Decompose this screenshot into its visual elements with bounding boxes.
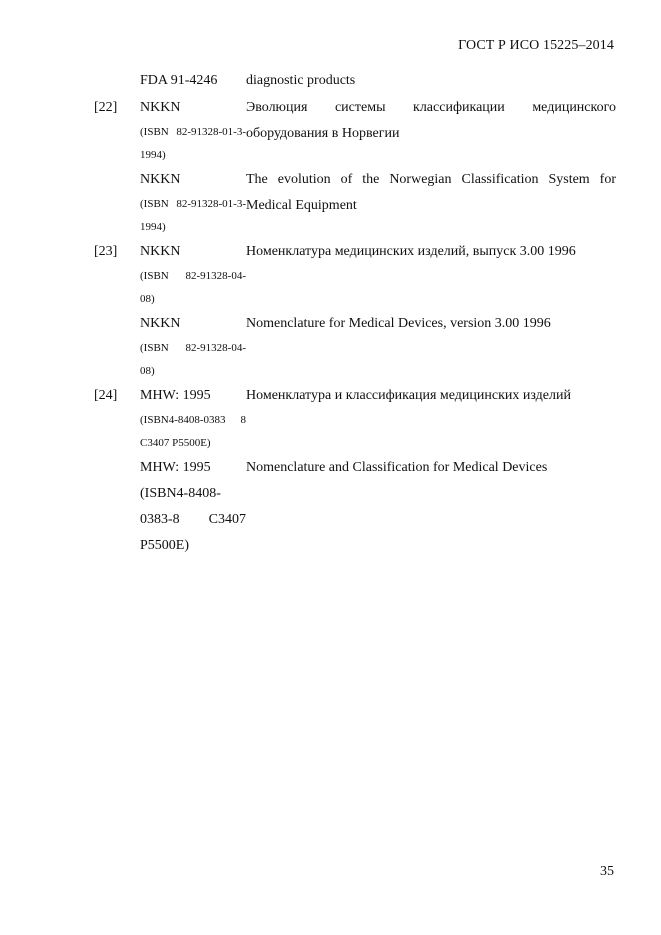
reference-id — [140, 95, 246, 167]
reference-id-text: NKKN — [140, 243, 181, 259]
reference-id-text: FDA 91-4246 — [140, 73, 218, 88]
reference-24-en — [94, 455, 616, 559]
reference-number: [23] — [94, 243, 118, 259]
reference-id-text: MHW: 1995 — [140, 387, 211, 403]
reference-title: Эволюция системы классификации медицинского оборудования в Норвегии — [246, 99, 616, 141]
reference-22-ru — [94, 95, 616, 167]
reference-isbn: (ISBN 82-91328-01-3-1994) — [140, 197, 246, 233]
reference-continued — [94, 68, 616, 95]
reference-number: [22] — [94, 99, 118, 115]
reference-isbn: (ISBN 82-91328-01-3-1994) — [140, 125, 246, 161]
reference-isbn: (ISBN4-8408-0383 8 C3407 P5500E) — [140, 413, 246, 449]
reference-23-ru — [94, 239, 616, 311]
reference-title: diagnostic products — [246, 73, 356, 88]
reference-id — [140, 68, 246, 94]
reference-id-text: NKKN — [140, 171, 181, 187]
page-number: 35 — [600, 864, 614, 879]
reference-title: Nomenclature for Medical Devices, version 3.00 1996 — [246, 315, 551, 331]
reference-title: Nomenclature and Classification for Medical Devices — [246, 459, 548, 475]
reference-isbn: (ISBN 82-91328-04-08) — [140, 341, 246, 377]
reference-id-text: NKKN — [140, 99, 181, 115]
reference-id-text: NKKN — [140, 315, 181, 331]
reference-title: Номенклатура медицинских изделий, выпуск 3.00 1996 — [246, 243, 576, 259]
reference-id-text: MHW: 1995 — [140, 459, 211, 475]
reference-id — [140, 167, 246, 239]
reference-id — [140, 383, 246, 455]
reference-id — [140, 311, 246, 383]
reference-isbn: (ISBN 82-91328-04-08) — [140, 269, 246, 305]
reference-23-en — [94, 311, 616, 383]
reference-isbn: (ISBN4-8408-0383-8 C3407 P5500E) — [140, 485, 246, 553]
reference-24-ru — [94, 383, 616, 455]
reference-22-en — [94, 167, 616, 239]
bibliography-list — [94, 68, 616, 559]
document-header: ГОСТ Р ИСО 15225–2014 — [458, 38, 614, 53]
reference-title: Номенклатура и классификация медицинских изделий — [246, 387, 571, 403]
reference-id — [140, 455, 246, 559]
reference-id — [140, 239, 246, 311]
reference-title: The evolution of the Norwegian Classification System for Medical Equipment — [246, 171, 616, 213]
reference-number: [24] — [94, 387, 118, 403]
